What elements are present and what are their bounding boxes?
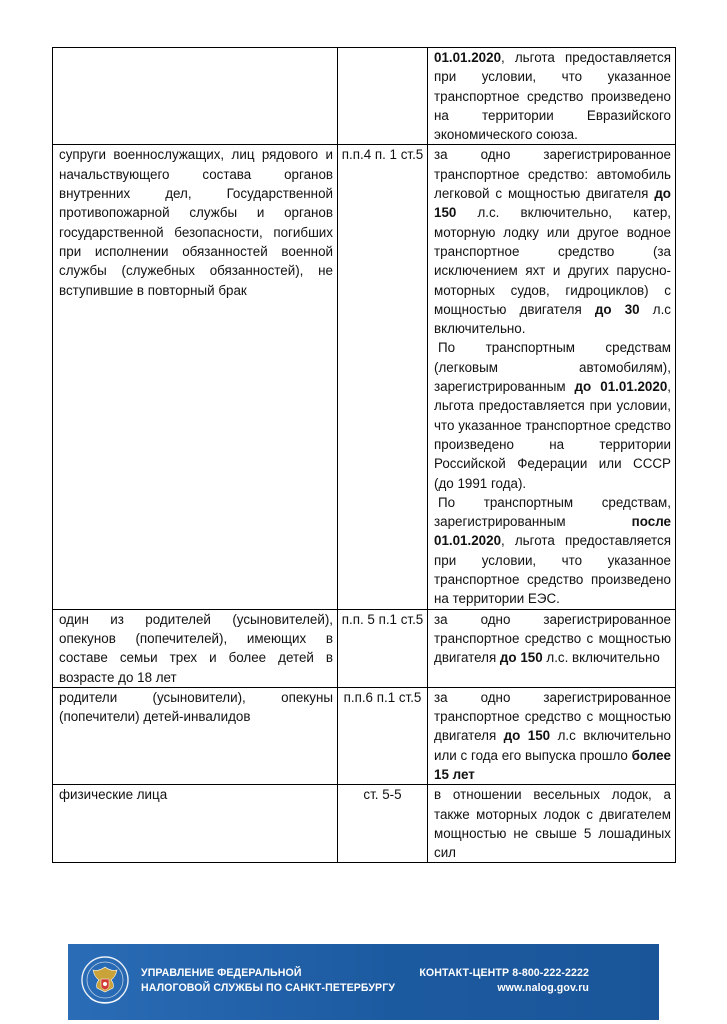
table-row	[53, 785, 676, 863]
table-body	[53, 48, 676, 863]
law-reference-cell	[338, 48, 428, 145]
benefit-emphasis: 01.01.2020	[434, 50, 502, 65]
table-row	[53, 609, 676, 687]
category-cell: родители (усыновители), опекуны (попечители) детей-инвалидов	[53, 687, 338, 784]
benefit-emphasis: после 01.01.2020	[434, 514, 671, 549]
footer-org-name	[141, 966, 395, 996]
law-reference-cell: п.п. 5 п.1 ст.5	[338, 609, 428, 687]
benefit-text: , льгота предоставляется при условии, что указанное транспортное средство произведено на территории ЕЭС.	[434, 533, 671, 607]
benefit-paragraph	[434, 48, 671, 144]
category-cell: супруги военнослужащих, лиц рядового и начальствующего состава органов внутренних дел, Государственной противопожарной службы и органов государственной безопасности, погибших при исполнении обязанностей военной службы (служебных обязанностей), не вступившие в повторный брак	[53, 145, 338, 609]
benefit-emphasis: до 01.01.2020	[574, 379, 668, 395]
category-cell	[53, 48, 338, 145]
category-cell: один из родителей (усыновителей), опекунов (попечителей), имеющих в составе семьи трех и более детей в возрасте до 18 лет	[53, 609, 338, 687]
benefit-cell	[428, 687, 676, 784]
benefit-text: л.с. включительно	[542, 650, 660, 666]
law-reference-cell: ст. 5-5	[338, 785, 428, 863]
table-row	[53, 48, 676, 145]
benefit-text: л.с. включительно, катер, моторную лодку или другое водное транспортное средство (за исключением яхт и других парусно-моторных судов, гидроциклов) с мощностью двигателя	[434, 205, 671, 317]
benefit-text: за одно зарегистрированное транспортное средство с мощностью двигателя	[434, 611, 671, 666]
benefit-paragraph	[434, 688, 671, 784]
benefit-emphasis: до 150	[499, 650, 543, 666]
footer-contact	[419, 966, 589, 996]
benefit-emphasis: до 150	[434, 186, 671, 221]
benefit-cell	[428, 48, 676, 145]
benefit-emphasis: более 15 лет	[434, 747, 671, 782]
benefit-cell	[428, 609, 676, 687]
benefit-emphasis: до 150	[503, 728, 551, 744]
benefit-emphasis: до 30	[594, 301, 640, 317]
footer-org-line2: НАЛОГОВОЙ СЛУЖБЫ ПО САНКТ-ПЕТЕРБУРГУ	[141, 982, 396, 994]
benefit-text: л.с включительно.	[434, 301, 671, 337]
benefit-text: , льгота предоставляется при условии, что указанное транспортное средство произведено на территории Российской Федерации или СССР (до 1991 года).	[434, 379, 671, 491]
benefits-table	[52, 47, 676, 863]
law-reference-cell: п.п.4 п. 1 ст.5	[338, 145, 428, 609]
fns-emblem-icon	[80, 954, 130, 1010]
benefit-paragraph	[434, 493, 671, 609]
law-reference-cell: п.п.6 п.1 ст.5	[338, 687, 428, 784]
benefit-text: , льгота предоставляется при условии, что указанное транспортное средство произведено на территории Евразийского экономического союза.	[434, 50, 671, 143]
benefit-paragraph	[434, 338, 671, 492]
benefit-text: за одно зарегистрированное транспортное средство с мощностью двигателя	[434, 689, 671, 744]
footer-org-line1: УПРАВЛЕНИЕ ФЕДЕРАЛЬНОЙ	[141, 967, 302, 979]
benefit-text: По транспортным средствам, зарегистрированным	[434, 494, 671, 530]
footer-banner	[68, 944, 659, 1020]
benefit-paragraph	[434, 145, 671, 338]
category-cell: физические лица	[53, 785, 338, 863]
benefit-text: По транспортным средствам (легковым автомобилям), зарегистрированным	[434, 340, 671, 395]
footer-website-link[interactable]: www.nalog.gov.ru	[497, 982, 589, 994]
benefit-paragraph	[434, 785, 671, 862]
benefit-text: за одно зарегистрированное транспортное средство: автомобиль легковой с мощностью двигателя	[434, 147, 671, 202]
benefit-paragraph	[434, 610, 671, 668]
table-row	[53, 145, 676, 609]
benefit-cell	[428, 145, 676, 609]
benefit-text: л.с включительно или с года его выпуска прошло	[434, 728, 671, 763]
benefit-text: в отношении весельных лодок, а также моторных лодок с двигателем мощностью не свыше 5 лошадиных сил	[434, 787, 671, 861]
table-row	[53, 687, 676, 784]
benefit-cell	[428, 785, 676, 863]
footer-contact-phone: КОНТАКТ-ЦЕНТР 8-800-222-2222	[419, 967, 589, 979]
